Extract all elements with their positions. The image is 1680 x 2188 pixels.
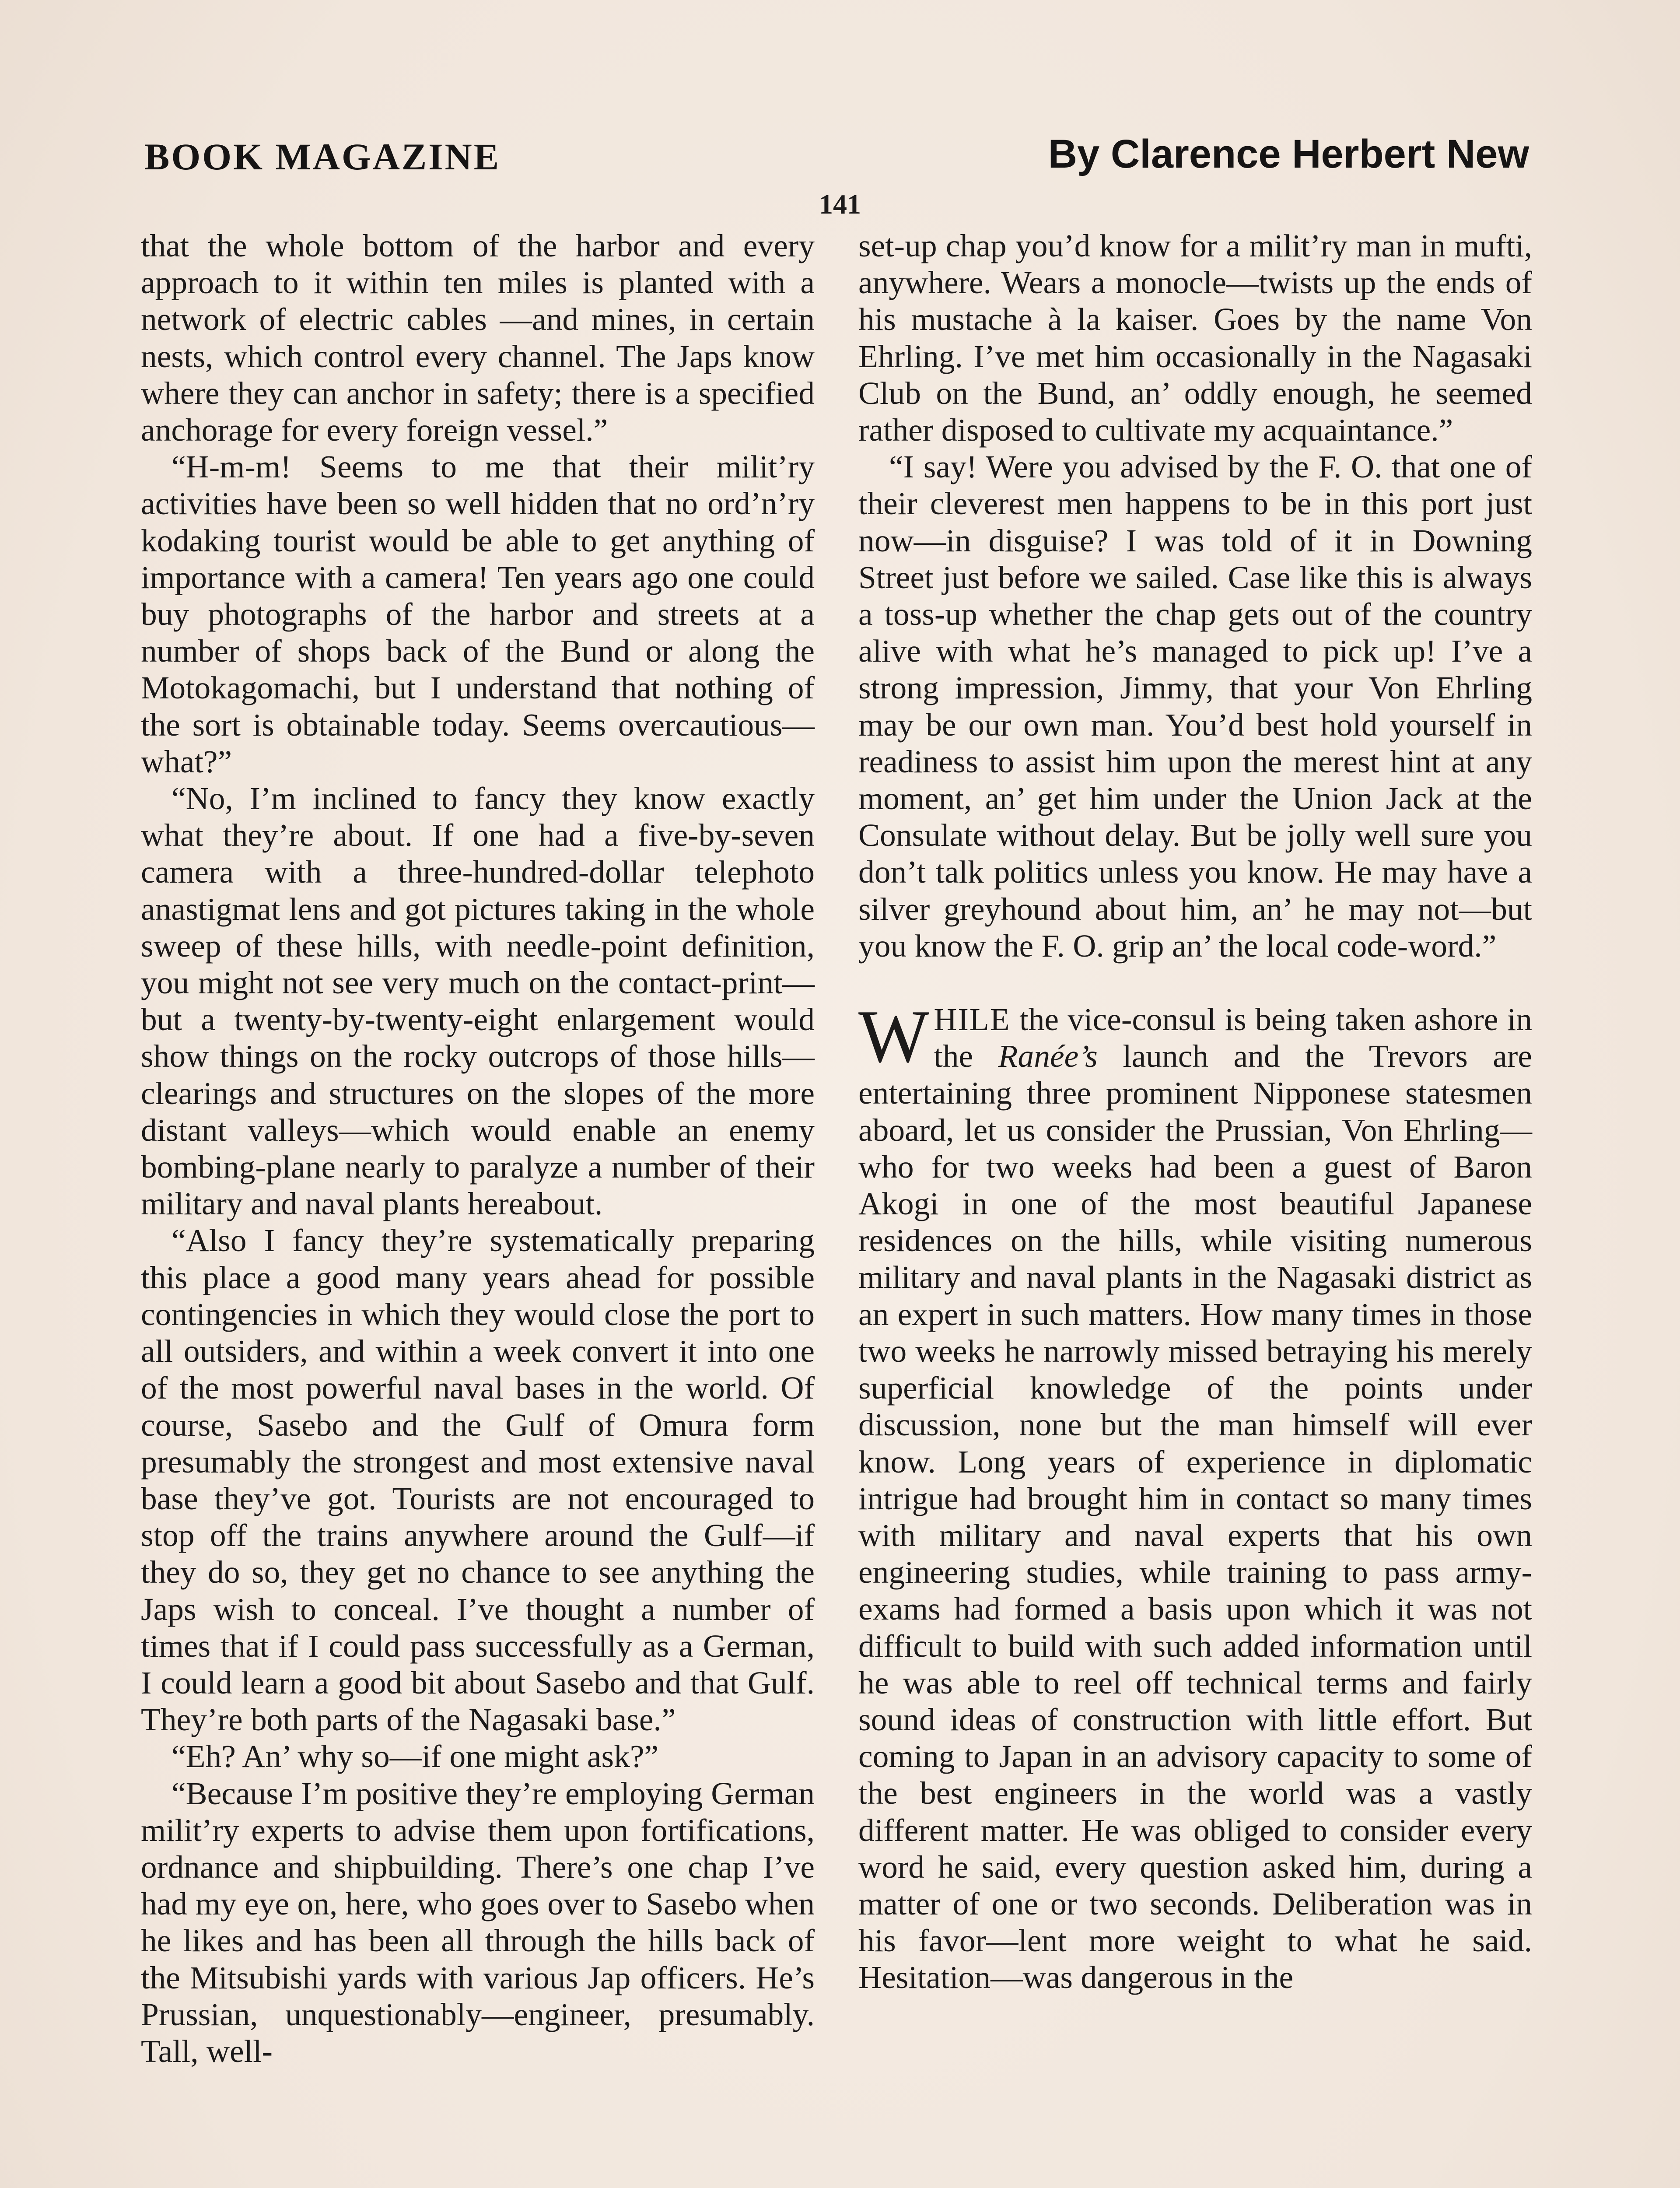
drop-cap: W (858, 995, 930, 1079)
left-column (141, 228, 815, 2070)
paragraph: “Eh? An’ why so—if one might ask?” (172, 1739, 659, 1774)
paragraph: “Also I fancy they’re systematically preparing this place a good many years ahead for possible contingencies in which they would close the port to all outsiders, and within a week convert it into one of the most powerful naval bases in the world. Of course, Sasebo and the Gulf of Omura form presumably the strongest and most extensive naval base they’ve got. Tourists are not encouraged to stop off the trains anywhere around the Gulf—if they do so, they get no chance to see anything the Japs wish to conceal. I’ve thought a number of times that if I could pass successfully as a German, I could learn a good bit about Sasebo and that Gulf. They’re both parts of the Nagasaki base.” (141, 1223, 815, 1738)
paragraph: “No, I’m inclined to fancy they know exactly what they’re about. If one had a five-by-seven camera with a three-hundred-dollar telephoto anastigmat lens and got pictures taking in the whole sweep of these hills, with needle-point definition, you might not see very much on the contact-print—but a twenty-by-twenty-eight enlargement would show things on the rocky outcrops of those hills—clearings and structures on the slopes of the more distant valleys—which would enable an enemy bombing-plane nearly to paralyze a number of their military and naval plants hereabout. (141, 781, 815, 1222)
ship-name: Ranée’s (998, 1038, 1098, 1074)
paragraph: “Because I’m positive they’re employing German milit’ry experts to advise them upon fortifications, ordnance and shipbuilding. There’s one chap I’ve had my eye on, here, who goes over to Sasebo when he likes and has been all through the hills back of the Mitsubishi yards with various Jap officers. He’s Prussian, unquestionably—engineer, presumably. Tall, well- (141, 1775, 815, 2069)
paragraph: “H-m-m! Seems to me that their milit’ry activities have been so well hidden that no ord’n’ry kodaking tourist would be able to get anything of importance with a camera! Ten years ago one could buy photographs of the harbor and streets at a number of shops back of the Bund or along the Motokagomachi, but I understand that nothing of the sort is obtainable today. Seems overcautious—what?” (141, 449, 815, 779)
right-column (858, 228, 1532, 1996)
paragraph: “I say! Were you advised by the F. O. that one of their cleverest men happens to be in this port just now—in disguise? I was told of it in Downing Street just before we sailed. Case like this is always a toss-up whether the chap gets out of the country alive with what he’s managed to pick up! I’ve a strong impression, Jimmy, that your Von Ehrling may be our own man. You’d best hold yourself in readiness to assist him upon the merest hint at any moment, an’ get him under the Union Jack at the Consulate without delay. But be jolly well sure you don’t talk politics unless you know. He may have a silver greyhound about him, an’ he may not—but you know the F. O. grip an’ the local code-word.” (858, 449, 1532, 964)
lead-text: the vice-consul is being taken ashore in the (934, 1002, 1532, 1074)
page-number: 141 (819, 189, 861, 220)
lead-small-caps: HILE (934, 1002, 1011, 1038)
body-text: launch and the Trevors are entertaining three prominent Nipponese statesmen aboard, let us consider the Prussian, Von Ehrling—who for two weeks had been a guest of Baron Akogi in one of the most beautiful Japanese residences on the hills, while visiting numerous military and naval plants in the Nagasaki district as an expert in such matters. How many times in those two weeks he narrowly missed betraying his merely superficial knowledge of the points under discussion, none but the man himself will ever know. Long years of experience in diplomatic intrigue had brought him in contact so many times with military and naval experts that his own engineering studies, while training to pass army-exams had formed a basis upon which it was not difficult to build with such added information until he was able to reel off technical terms and fairly sound ideas of construction with little effort. But coming to Japan in an advisory capacity to some of the best engineers in the world was a vastly different matter. He was obliged to consider every word he said, every question asked him, during a matter of one or two seconds. Deliberation was in his favor—lent more weight to what he said. Hesitation—was dangerous in the (858, 1038, 1533, 1995)
author-byline: By Clarence Herbert New (1048, 132, 1529, 176)
magazine-title: BOOK MAGAZINE (144, 136, 501, 178)
paragraph: set-up chap you’d know for a milit’ry man in mufti, anywhere. Wears a monocle—twists up the ends of his mustache à la kaiser. Goes by the name Von Ehrling. I’ve met him occasionally in the Nagasaki Club on the Bund, an’ oddly enough, he seemed rather disposed to cultivate my acquaintance.” (858, 228, 1532, 448)
paragraph: that the whole bottom of the harbor and every approach to it within ten miles is planted with a network of electric cables —and mines, in certain nests, which control every channel. The Japs know where they can anchor in safety; there is a specified anchorage for every foreign vessel.” (141, 228, 815, 448)
section-paragraph (858, 995, 1533, 1996)
